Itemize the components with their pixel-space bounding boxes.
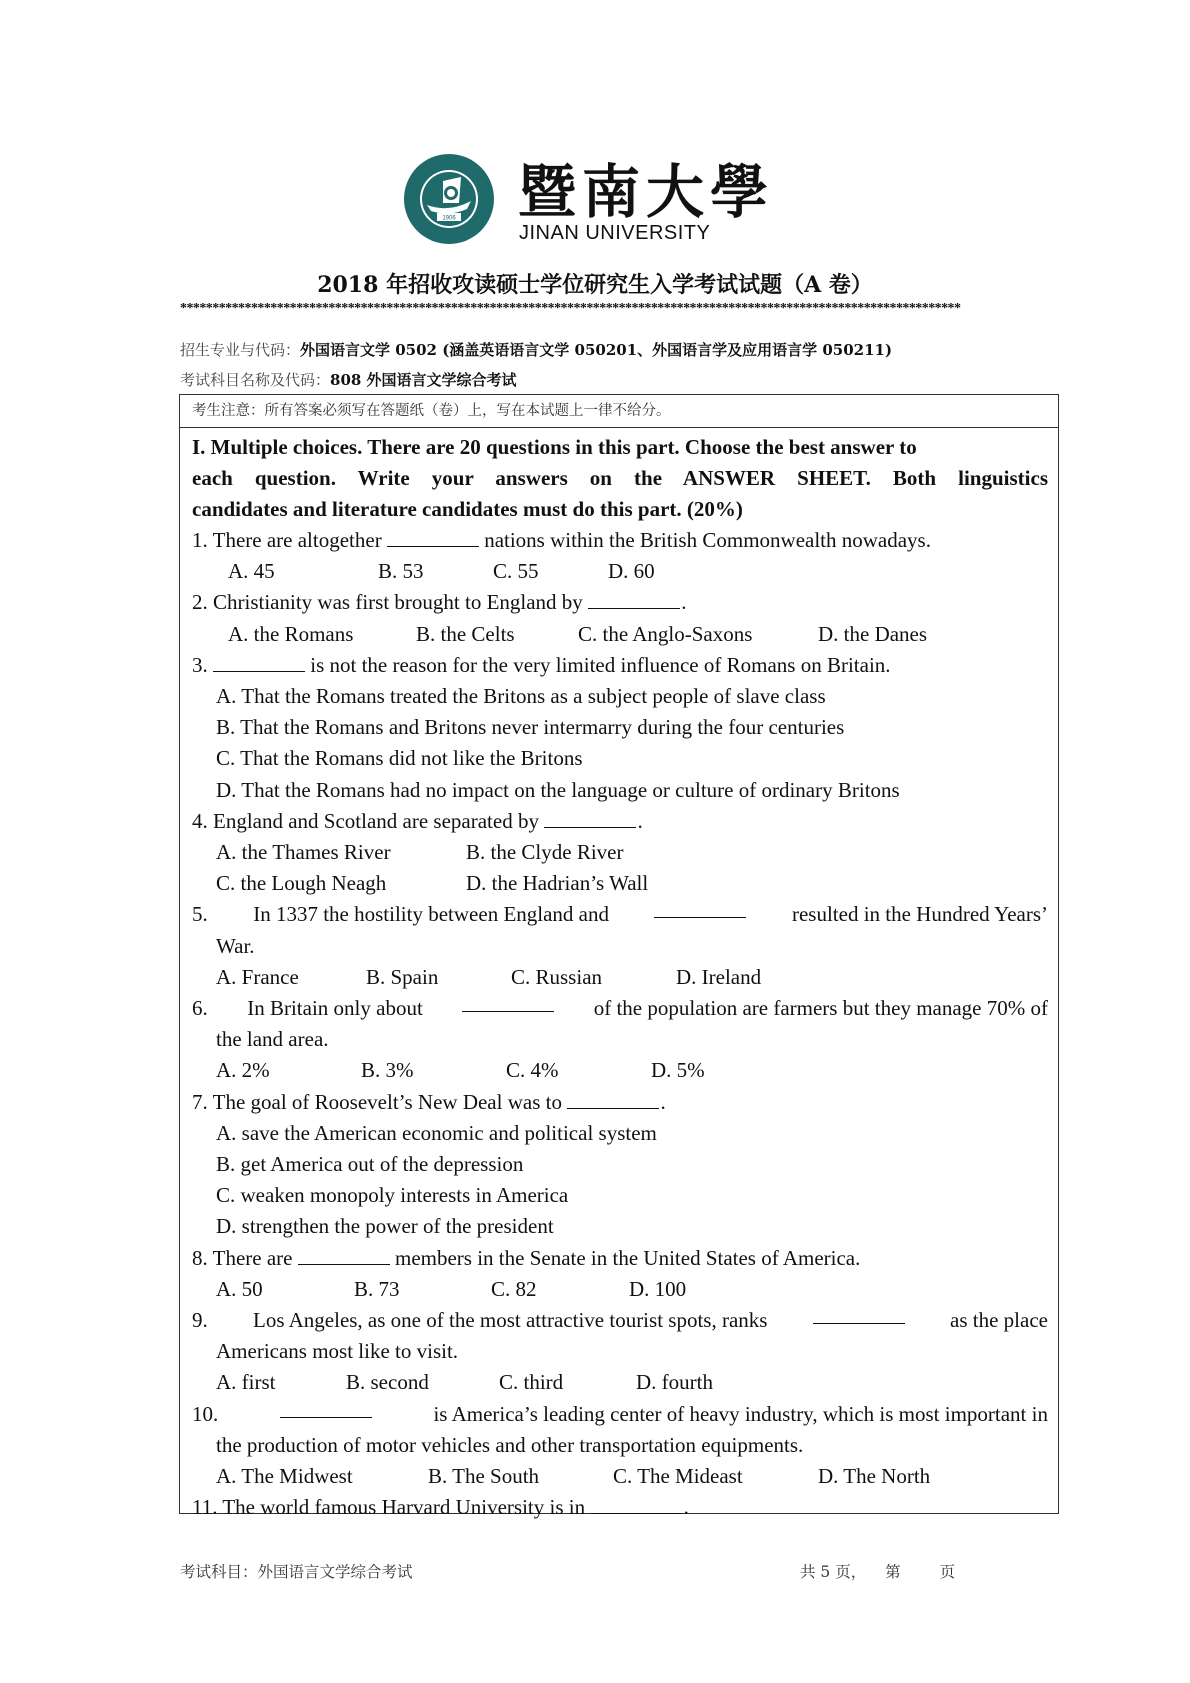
major-label: 招生专业与代码： <box>180 341 301 359</box>
seal-year: 1906 <box>442 215 456 222</box>
question-number: 4. <box>192 808 208 833</box>
separator-line: ************************************************************************************************************************* <box>180 301 961 316</box>
option-row <box>192 1367 1048 1398</box>
subject-info <box>180 369 517 390</box>
answer-option: B. the Clyde River <box>466 840 624 864</box>
exam-content-box <box>179 394 1059 1520</box>
question-text: . <box>660 1089 666 1114</box>
question-number: 11. <box>192 1495 218 1520</box>
option-row <box>192 1055 1048 1086</box>
university-seal-logo <box>403 153 495 245</box>
answer-blank <box>813 1305 905 1324</box>
section-heading <box>192 432 1048 525</box>
question-text: nations within the British Commonwealth nowadays. <box>484 528 931 552</box>
question-number: 3. <box>192 652 208 677</box>
question-text: . <box>637 808 643 833</box>
question-text: of the population are farmers but they manage 70% of <box>593 996 1048 1020</box>
answer-option: C. 4% <box>506 1058 559 1083</box>
footer-pages-total: 共 5 页， <box>800 1563 867 1581</box>
question-text: as the place <box>950 1308 1048 1332</box>
question-stem <box>192 1087 1048 1118</box>
answer-blank <box>298 1246 390 1265</box>
option-row <box>192 556 1048 587</box>
answer-option: B. 53 <box>378 559 424 584</box>
major-info <box>180 339 892 360</box>
option-row <box>192 962 1048 993</box>
question-text: Christianity was first brought to England by <box>213 590 583 615</box>
question-stem <box>192 899 1048 930</box>
answer-option: A. That the Romans treated the Britons as a subject people of slave class <box>216 683 826 708</box>
question-text: members in the Senate in the United States of America. <box>394 1245 861 1270</box>
question-text: There are <box>212 1245 293 1270</box>
answer-blank <box>544 809 636 828</box>
answer-option: A. France <box>216 964 299 989</box>
question-text: . <box>681 590 687 615</box>
footer-page-info <box>800 1560 955 1582</box>
question-stem <box>192 1243 1048 1274</box>
question-number: 8. <box>192 1245 208 1270</box>
answer-option: A. 50 <box>216 1276 263 1301</box>
question-number: 10. <box>192 1401 219 1426</box>
option-row <box>192 619 1048 650</box>
candidate-notice: 考生注意：所有答案必须写在答题纸（卷）上，写在本试题上一律不给分。 <box>180 395 1058 428</box>
question-number: 5. <box>192 902 208 927</box>
footer-page-label: 第 <box>885 1563 901 1581</box>
question-stem <box>192 993 1048 1024</box>
question-text: There are altogether <box>212 528 382 552</box>
answer-blank <box>588 590 680 609</box>
option-row <box>192 837 1048 868</box>
answer-blank <box>654 899 746 918</box>
footer-subject: 考试科目：外国语言文学综合考试 <box>180 1563 413 1581</box>
major-value: 外国语言文学 0502 (涵盖英语语言文学 050201、外国语言学及应用语言学 050211) <box>300 341 893 359</box>
exam-title: 2018 年招收攻读硕士学位研究生入学考试试题（A 卷） <box>317 272 873 298</box>
answer-option: C. the Anglo-Saxons <box>578 621 753 646</box>
option-row <box>192 1274 1048 1305</box>
answer-option: C. That the Romans did not like the Britons <box>216 746 583 771</box>
question-number: 6. <box>192 996 208 1020</box>
question-text: . <box>683 1495 689 1520</box>
answer-option: A. 2% <box>216 1058 270 1083</box>
question-text: England and Scotland are separated by <box>213 808 539 833</box>
question-continuation: Americans most like to visit. <box>216 1339 459 1364</box>
answer-option: D. Ireland <box>676 964 762 989</box>
answer-option: D. 60 <box>608 559 655 584</box>
answer-option: B. the Celts <box>416 621 515 646</box>
question-text: The goal of Roosevelt’s New Deal was to <box>212 1089 562 1114</box>
answer-blank <box>590 1495 682 1514</box>
heading-line: each question. Write your answers on the ANSWER SHEET. Both linguistics <box>192 466 1048 490</box>
option-row <box>192 1461 1048 1492</box>
answer-option: B. get America out of the depression <box>216 1152 524 1176</box>
question-stem <box>192 1399 1048 1430</box>
question-stem <box>192 806 1048 837</box>
answer-option: A. first <box>216 1370 276 1395</box>
answer-option: C. The Mideast <box>613 1464 743 1488</box>
answer-option: D. The North <box>818 1464 931 1488</box>
question-stem <box>192 1492 1048 1523</box>
question-number: 2. <box>192 590 208 615</box>
answer-option: A. 45 <box>228 559 275 584</box>
question-number: 7. <box>192 1089 208 1114</box>
question-continuation: War. <box>216 933 255 958</box>
question-text: The world famous Harvard University is in <box>222 1495 586 1520</box>
answer-blank <box>213 653 305 672</box>
answer-option: C. 82 <box>491 1276 537 1301</box>
answer-option: B. 73 <box>354 1276 400 1301</box>
question-number: 1. <box>192 528 208 552</box>
heading-line: I. Multiple choices. There are 20 questions in this part. Choose the best answer to <box>192 435 917 459</box>
answer-blank <box>567 1090 659 1109</box>
question-text: resulted in the Hundred Years’ <box>791 902 1048 927</box>
university-name-en: JINAN UNIVERSITY <box>519 222 711 244</box>
question-stem <box>192 1305 1048 1336</box>
question-stem <box>192 650 1048 681</box>
answer-option: B. 3% <box>361 1058 414 1083</box>
answer-option: C. the Lough Neagh <box>216 871 387 896</box>
answer-option: A. the Thames River <box>216 840 391 864</box>
answer-option: C. third <box>499 1370 564 1395</box>
answer-option: D. 100 <box>629 1276 687 1301</box>
answer-option: C. weaken monopoly interests in America <box>216 1183 569 1208</box>
answer-option: B. The South <box>428 1464 540 1488</box>
question-stem <box>192 587 1048 618</box>
question-text: In 1337 the hostility between England and <box>253 902 609 927</box>
answer-blank <box>280 1399 372 1418</box>
section-one <box>180 428 1058 1523</box>
question-text: is not the reason for the very limited influence of Romans on Britain. <box>310 652 891 677</box>
option-row <box>192 868 1048 899</box>
question-text: is America’s leading center of heavy industry, which is most important in <box>433 1401 1048 1426</box>
footer-page-suffix: 页 <box>939 1563 956 1581</box>
seal-icon <box>403 153 495 245</box>
answer-blank <box>462 993 554 1012</box>
question-text: In Britain only about <box>247 996 423 1020</box>
answer-option: C. Russian <box>511 964 603 989</box>
university-name-cn: 暨南大學 <box>518 158 775 226</box>
answer-option: B. Spain <box>366 964 439 989</box>
subject-value: 808 外国语言文学综合考试 <box>330 371 517 389</box>
question-continuation: the production of motor vehicles and other transportation equipments. <box>216 1432 804 1457</box>
answer-option: B. That the Romans and Britons never intermarry during the four centuries <box>216 715 845 740</box>
answer-option: D. That the Romans had no impact on the language or culture of ordinary Britons <box>216 777 900 802</box>
subject-label: 考试科目名称及代码： <box>180 371 331 389</box>
answer-option: D. strengthen the power of the president <box>216 1214 554 1239</box>
question-text: Los Angeles, as one of the most attractive tourist spots, ranks <box>253 1308 768 1332</box>
heading-line: candidates and literature candidates must do this part. (20%) <box>192 497 743 521</box>
answer-option: A. save the American economic and political system <box>216 1120 657 1145</box>
answer-option: D. fourth <box>636 1370 713 1395</box>
question-list <box>192 525 1048 1523</box>
answer-option: C. 55 <box>493 559 539 584</box>
answer-blank <box>387 528 479 547</box>
answer-option: D. the Hadrian’s Wall <box>466 871 649 896</box>
answer-option: D. 5% <box>651 1058 705 1083</box>
answer-option: B. second <box>346 1370 429 1395</box>
answer-option: A. the Romans <box>228 621 354 646</box>
answer-option: D. the Danes <box>818 621 928 646</box>
answer-option: A. The Midwest <box>216 1464 353 1488</box>
question-stem <box>192 525 1048 556</box>
question-continuation: the land area. <box>216 1027 329 1052</box>
question-number: 9. <box>192 1308 208 1332</box>
